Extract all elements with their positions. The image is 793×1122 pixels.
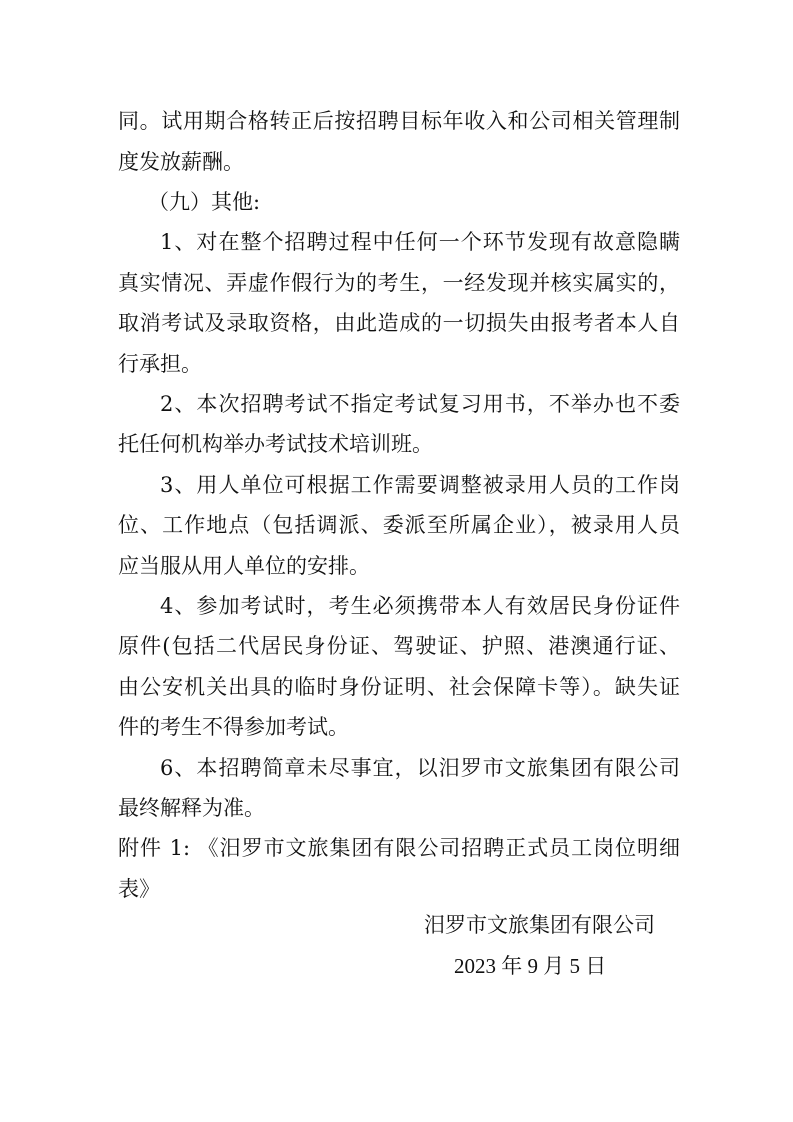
section-heading: （九）其他: (148, 190, 261, 214)
paragraph-line: 最终解释为准。 (118, 796, 265, 820)
paragraph-line: 取消考试及录取资格，由此造成的一切损失由报考者本人自 (118, 311, 680, 335)
paragraph-line: 2、本次招聘考试不指定考试复习用书，不举办也不委 (160, 392, 680, 416)
paragraph-line: 原件(包括二代居民身份证、驾驶证、护照、港澳通行证、 (118, 634, 680, 658)
paragraph-line: 3、用人单位可根据工作需要调整被录用人员的工作岗 (160, 473, 680, 497)
paragraph-line: 托任何机构举办考试技术培训班。 (118, 432, 433, 456)
paragraph-line: 行承担。 (118, 352, 202, 376)
paragraph-line: 1、对在整个招聘过程中任何一个环节发现有故意隐瞒 (160, 230, 680, 254)
signature-organization: 汨罗市文旅集团有限公司 (424, 913, 655, 937)
paragraph-line: 4、参加考试时，考生必须携带本人有效居民身份证件 (160, 594, 680, 618)
signature-date: 2023 年 9 月 5 日 (454, 954, 607, 978)
paragraph-line: 度发放薪酬。 (118, 150, 244, 174)
paragraph-line: 由公安机关出具的临时身份证明、社会保障卡等）。缺失证 (118, 675, 680, 699)
paragraph-line: 位、工作地点（包括调派、委派至所属企业），被录用人员 (118, 513, 680, 537)
paragraph-line: 真实情况、弄虚作假行为的考生，一经发现并核实属实的， (118, 271, 680, 295)
paragraph-line: 应当服从用人单位的安排。 (118, 554, 370, 578)
paragraph-line: 同。试用期合格转正后按招聘目标年收入和公司相关管理制 (118, 109, 680, 133)
paragraph-line: 件的考生不得参加考试。 (118, 715, 349, 739)
attachment-line: 附件 1: 《汨罗市文旅集团有限公司招聘正式员工岗位明细 (118, 836, 680, 860)
attachment-line: 表》 (118, 877, 160, 901)
paragraph-line: 6、本招聘简章未尽事宜，以汨罗市文旅集团有限公司 (160, 756, 680, 780)
